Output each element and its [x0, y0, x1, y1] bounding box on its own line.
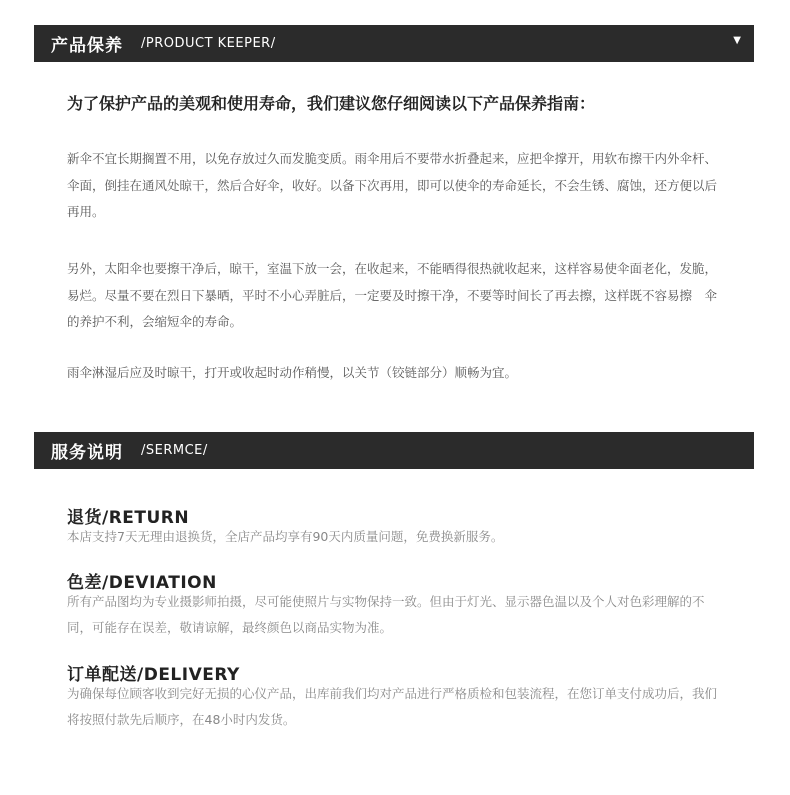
- service-header: [34, 432, 754, 469]
- care-paragraph-2: 另外，太阳伞也要擦干净后，晾干，室温下放一会，在收起来，不能晒得很热就收起来，这样容易使伞面老化，发脆，易烂。尽量不要在烈日下暴晒，平时不小心弄脏后，一定要及时擦干净，不要等时间长了再去擦，这样既不容易擦 伞的养护不利，会缩短伞的寿命。: [67, 261, 718, 329]
- section-title-en: /PRODUCT KEEPER/: [141, 36, 276, 51]
- deviation-body: 所有产品图均为专业摄影师拍摄，尽可能使照片与实物保持一致。但由于灯光、显示器色温以及个人对色彩理解的不同，可能存在误差，敬请谅解，最终颜色以商品实物为准。: [67, 594, 705, 635]
- return-title: 退货/RETURN: [67, 508, 190, 528]
- care-paragraph-3: 雨伞淋湿后应及时晾干，打开或收起时动作稍慢，以关节（铰链部分）顺畅为宜。: [67, 365, 518, 380]
- delivery-body: 为确保每位顾客收到完好无损的心仪产品，出库前我们均对产品进行严格质检和包装流程，在您订单支付成功后，我们将按照付款先后顺序，在48小时内发货。: [67, 686, 718, 727]
- section-title-en: /SERMCE/: [141, 443, 208, 458]
- product-keeper-header: [34, 25, 754, 62]
- return-body: 本店支持7天无理由退换货，全店产品均享有90天内质量问题，免费换新服务。: [67, 529, 504, 544]
- delivery-title: 订单配送/DELIVERY: [67, 665, 240, 685]
- section-title-cn: 服务说明: [51, 443, 123, 463]
- section-title-cn: 产品保养: [51, 36, 123, 56]
- caret-down-icon[interactable]: ▼: [733, 35, 741, 46]
- care-paragraph-1: 新伞不宜长期搁置不用，以免存放过久而发脆变质。雨伞用后不要带水折叠起来，应把伞撑开，用软布擦干内外伞杆、伞面，倒挂在通风处晾干，然后合好伞，收好。以备下次再用，即可以使伞的寿命延长，不会生锈、腐蚀，还方便以后再用。: [67, 151, 718, 219]
- care-intro: 为了保护产品的美观和使用寿命，我们建议您仔细阅读以下产品保养指南：: [67, 94, 596, 113]
- deviation-title: 色差/DEVIATION: [67, 573, 217, 593]
